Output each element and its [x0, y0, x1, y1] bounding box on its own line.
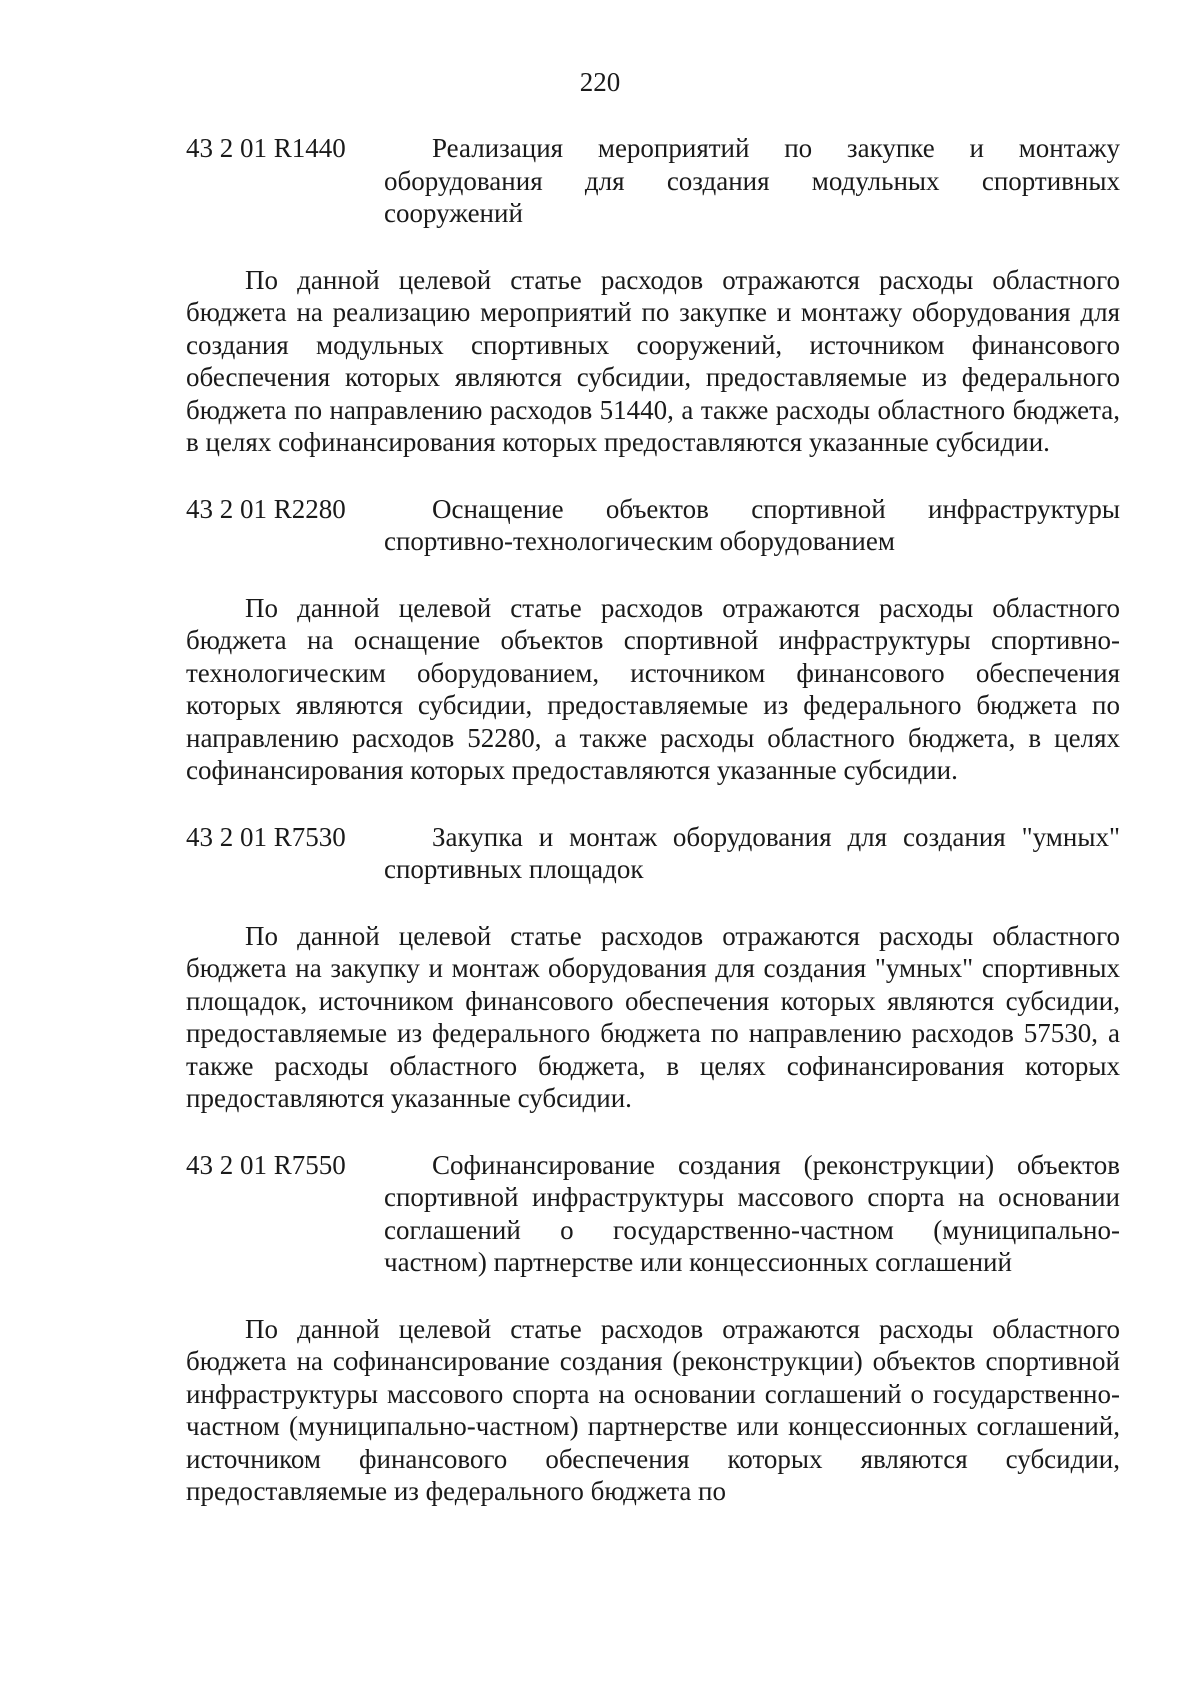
budget-item-description: По данной целевой статье расходов отражаются расходы областного бюджета на реализацию мероприятий по закупке и монтажу оборудования для создания модульных спортивных сооружений, источником финансового обеспечения которых являются субсидии, предоставляемые из федерального бюджета по направлению расходов 51440, а также расходы областного бюджета, в целях софинансирования которых предоставляются указанные субсидии. — [186, 264, 1120, 457]
budget-item-title: Софинансирование создания (реконструкции) объектов спортивной инфраструктуры массового спорта на основании соглашений о государственно-частном (муниципально-частном) партнерстве или концессионных соглашений — [384, 1149, 1120, 1277]
document-body — [186, 132, 1120, 1508]
budget-item-description: По данной целевой статье расходов отражаются расходы областного бюджета на софинансирование создания (реконструкции) объектов спортивной инфраструктуры массового спорта на основании соглашений о государственно-частном (муниципально-частном) партнерстве или концессионных соглашений, источником финансового обеспечения которых являются субсидии, предоставляемые из федерального бюджета по — [186, 1313, 1120, 1506]
budget-item-code: 43 2 01 R7530 — [186, 821, 346, 852]
page-number: 220 — [579, 67, 621, 97]
budget-item-code: 43 2 01 R1440 — [186, 133, 346, 163]
budget-item-title: Реализация мероприятий по закупке и монтажу оборудования для создания модульных спортивных сооружений — [384, 133, 1120, 228]
budget-item-r2280 — [186, 493, 1120, 558]
budget-item-title: Оснащение объектов спортивной инфраструктуры спортивно-технологическим оборудованием — [384, 493, 1120, 556]
budget-item-description: По данной целевой статье расходов отражаются расходы областного бюджета на закупку и монтаж оборудования для создания "умных" спортивных площадок, источником финансового обеспечения которых являются субсидии, предоставляемые из федерального бюджета по направлению расходов 57530, а также расходы областного бюджета, в целях софинансирования которых предоставляются указанные субсидии. — [186, 920, 1120, 1113]
budget-item-code: 43 2 01 R7550 — [186, 1149, 346, 1180]
budget-item-r7550 — [186, 1149, 1120, 1279]
budget-item-title: Закупка и монтаж оборудования для создания "умных" спортивных площадок — [384, 821, 1120, 884]
budget-item-r7530 — [186, 821, 1120, 886]
budget-item-description: По данной целевой статье расходов отражаются расходы областного бюджета на оснащение объектов спортивной инфраструктуры спортивно-технологическим оборудованием, источником финансового обеспечения которых являются субсидии, предоставляемые из федерального бюджета по направлению расходов 52280, а также расходы областного бюджета, в целях софинансирования которых предоставляются указанные субсидии. — [186, 592, 1120, 785]
budget-item-r1440 — [186, 132, 1120, 230]
budget-item-code: 43 2 01 R2280 — [186, 493, 346, 524]
